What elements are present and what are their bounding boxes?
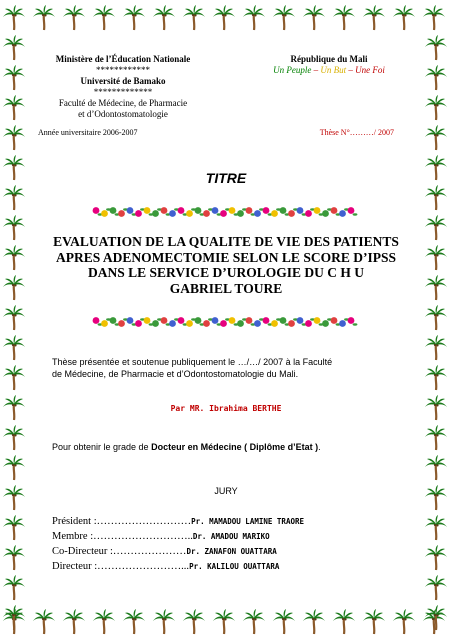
flower-icon [178, 207, 185, 214]
degree-name: Docteur en Médecine ( Diplôme d’Etat ) [151, 442, 319, 452]
thesis-title-line: APRES ADENOMECTOMIE SELON LE SCORE D’IPSS [56, 249, 396, 265]
jury-role: Directeur :……………………... [52, 561, 190, 572]
palm-tree-icon [273, 609, 295, 634]
flower-icon [169, 320, 176, 327]
flower-icon [288, 210, 295, 217]
leaf-icon [353, 213, 358, 215]
palm-tree-icon [3, 35, 25, 60]
university-name: Université de Bamako [80, 76, 166, 86]
flower-icon [305, 320, 312, 327]
flower-icon [169, 210, 176, 217]
flower-icon [288, 320, 295, 327]
palm-tree-icon [3, 605, 25, 630]
palm-tree-icon [333, 5, 355, 30]
flower-icon [237, 320, 244, 327]
palm-tree-icon [243, 609, 265, 634]
national-motto [244, 65, 414, 76]
palm-tree-icon [425, 455, 447, 480]
palm-tree-icon [425, 365, 447, 390]
leaf-icon [353, 323, 358, 325]
flower-icon [331, 207, 338, 214]
palm-tree-icon [393, 5, 415, 30]
flower-garland-icon [90, 316, 360, 328]
flower-icon [127, 317, 134, 324]
jury-member [52, 546, 408, 561]
palm-tree-icon [3, 125, 25, 150]
flower-icon [127, 207, 134, 214]
flower-icon [152, 210, 159, 217]
palm-tree-icon [425, 425, 447, 450]
flower-icon [331, 317, 338, 324]
palm-tree-icon [393, 609, 415, 634]
flower-icon [212, 207, 219, 214]
flower-icon [271, 320, 278, 327]
palm-tree-icon [3, 365, 25, 390]
flower-icon [101, 320, 108, 327]
palm-tree-icon [3, 575, 25, 600]
palm-tree-icon [3, 215, 25, 240]
flower-icon [271, 210, 278, 217]
palm-tree-icon [93, 609, 115, 634]
palm-tree-icon [425, 545, 447, 570]
jury-member [52, 531, 408, 546]
faculty-name-continued: et d’Odontostomatologie [78, 109, 168, 119]
flower-icon [297, 317, 304, 324]
flower-icon [246, 207, 253, 214]
titre-heading: TITRE [205, 170, 247, 186]
jury-role: Membre :……………………….. [52, 531, 193, 542]
jury-name: Dr. ZANAFON OUATTARA [186, 547, 277, 556]
flower-icon [195, 317, 202, 324]
flower-icon [93, 317, 100, 324]
palm-tree-icon [3, 335, 25, 360]
flower-icon [322, 320, 329, 327]
palm-tree-icon [3, 95, 25, 120]
palm-tree-icon [63, 609, 85, 634]
palm-tree-icon [363, 5, 385, 30]
palm-tree-icon [425, 185, 447, 210]
palm-tree-icon [425, 275, 447, 300]
flower-icon [297, 207, 304, 214]
jury-name: Pr. MAMADOU LAMINE TRAORE [191, 517, 305, 526]
flower-icon [144, 207, 151, 214]
palm-tree-icon [425, 575, 447, 600]
thesis-cover-page [38, 38, 414, 604]
country-header [244, 54, 414, 76]
palm-tree-icon [425, 245, 447, 270]
palm-tree-icon [423, 609, 445, 634]
ministry-name: Ministère de l’Éducation Nationale [55, 54, 191, 64]
flower-icon [118, 320, 125, 327]
flower-icon [118, 210, 125, 217]
palm-tree-icon [123, 609, 145, 634]
flower-icon [229, 207, 236, 214]
palm-tree-icon [363, 609, 385, 634]
flower-icon [101, 210, 108, 217]
flower-icon [348, 207, 355, 214]
flower-icon [110, 317, 117, 324]
palm-tree-icon [63, 5, 85, 30]
flower-icon [237, 210, 244, 217]
flower-icon [161, 207, 168, 214]
flower-icon [322, 210, 329, 217]
jury-role: Co-Directeur :………………… [52, 546, 187, 557]
palm-tree-icon [425, 35, 447, 60]
palm-tree-icon [243, 5, 265, 30]
palm-tree-icon [3, 425, 25, 450]
presentation-line: Thèse présentée et soutenue publiquement le …/…/ 2007 à la Faculté [52, 357, 333, 367]
palm-tree-icon [33, 5, 55, 30]
palm-tree-icon [3, 245, 25, 270]
motto-part-2: Un But [320, 65, 347, 75]
degree-prefix: Pour obtenir le grade de [52, 442, 152, 452]
flower-icon [93, 207, 100, 214]
flower-icon [195, 207, 202, 214]
presentation-line: de Médecine, de Pharmacie et d’Odontostomatologie du Mali. [52, 369, 299, 379]
thesis-title-line: EVALUATION DE LA QUALITE DE VIE DES PATIENTS [53, 234, 399, 249]
flower-icon [152, 320, 159, 327]
palm-tree-icon [3, 185, 25, 210]
flower-icon [144, 317, 151, 324]
flower-icon [339, 320, 346, 327]
palm-tree-icon [183, 609, 205, 634]
flower-icon [186, 210, 193, 217]
thesis-title-line: GABRIEL TOURE [169, 280, 283, 296]
palm-tree-icon [425, 335, 447, 360]
faculty-name: Faculté de Médecine, de Pharmacie [58, 98, 188, 108]
flower-icon [110, 207, 117, 214]
flower-icon [263, 317, 270, 324]
academic-year: Année universitaire 2006-2007 [38, 128, 138, 137]
palm-tree-icon [213, 609, 235, 634]
motto-part-1: Un Peuple [273, 65, 312, 75]
palm-tree-icon [303, 609, 325, 634]
palm-tree-icon [123, 5, 145, 30]
thesis-number: Thèse N°………/ 2007 [319, 128, 394, 137]
separator-stars: ************ [96, 65, 150, 75]
jury-member [52, 561, 408, 576]
jury-heading: JURY [214, 486, 238, 496]
flower-icon [280, 317, 287, 324]
flower-icon [186, 320, 193, 327]
palm-tree-icon [425, 95, 447, 120]
country-name: République du Mali [290, 54, 368, 64]
flower-icon [229, 317, 236, 324]
palm-tree-icon [3, 485, 25, 510]
flower-icon [254, 210, 261, 217]
palm-tree-icon [425, 395, 447, 420]
palm-tree-icon [3, 515, 25, 540]
separator-stars: ************* [93, 87, 153, 97]
palm-tree-icon [3, 275, 25, 300]
palm-tree-icon [3, 545, 25, 570]
palm-tree-icon [425, 65, 447, 90]
palm-tree-icon [183, 5, 205, 30]
palm-tree-icon [33, 609, 55, 634]
flower-icon [348, 317, 355, 324]
flower-icon [220, 210, 227, 217]
palm-tree-icon [425, 485, 447, 510]
flower-icon [203, 210, 210, 217]
flower-icon [135, 210, 142, 217]
palm-tree-icon [93, 5, 115, 30]
motto-separator: – [311, 65, 321, 75]
jury-role: Président :……………………… [52, 516, 192, 527]
motto-part-3: Une Foi [355, 65, 385, 75]
jury-name: Dr. AMADOU MARIKO [192, 532, 270, 541]
flower-icon [263, 207, 270, 214]
palm-tree-icon [273, 5, 295, 30]
palm-tree-icon [423, 5, 445, 30]
flower-icon [314, 207, 321, 214]
palm-tree-icon [153, 609, 175, 634]
flower-icon [254, 320, 261, 327]
flower-icon [212, 317, 219, 324]
flower-icon [305, 210, 312, 217]
palm-tree-icon [425, 155, 447, 180]
flower-garland-icon [90, 206, 360, 218]
presentation-statement [52, 356, 402, 380]
institution-header [38, 54, 208, 120]
flower-icon [178, 317, 185, 324]
degree-statement [52, 442, 408, 452]
palm-tree-icon [3, 65, 25, 90]
palm-tree-icon [3, 455, 25, 480]
palm-tree-icon [333, 609, 355, 634]
candidate-name: Par MR. Ibrahima BERTHE [170, 404, 282, 413]
thesis-title [38, 234, 414, 296]
palm-tree-icon [3, 155, 25, 180]
palm-tree-icon [425, 515, 447, 540]
palm-tree-icon [3, 395, 25, 420]
jury-member [52, 516, 408, 531]
jury-list [52, 516, 408, 576]
palm-tree-icon [303, 5, 325, 30]
flower-icon [280, 207, 287, 214]
palm-tree-icon [3, 5, 25, 30]
palm-tree-icon [425, 605, 447, 630]
palm-tree-icon [213, 5, 235, 30]
flower-icon [203, 320, 210, 327]
palm-tree-icon [153, 5, 175, 30]
thesis-title-line: DANS LE SERVICE D’UROLOGIE DU C H U [88, 265, 364, 280]
flower-icon [220, 320, 227, 327]
palm-tree-icon [3, 609, 25, 634]
flower-icon [135, 320, 142, 327]
degree-suffix: . [318, 442, 321, 452]
flower-icon [314, 317, 321, 324]
palm-tree-icon [425, 305, 447, 330]
jury-name: Pr. KALILOU OUATTARA [189, 562, 280, 571]
palm-tree-icon [425, 125, 447, 150]
flower-icon [339, 210, 346, 217]
flower-icon [246, 317, 253, 324]
motto-separator: – [346, 65, 356, 75]
palm-tree-icon [3, 305, 25, 330]
flower-icon [161, 317, 168, 324]
palm-tree-icon [425, 215, 447, 240]
